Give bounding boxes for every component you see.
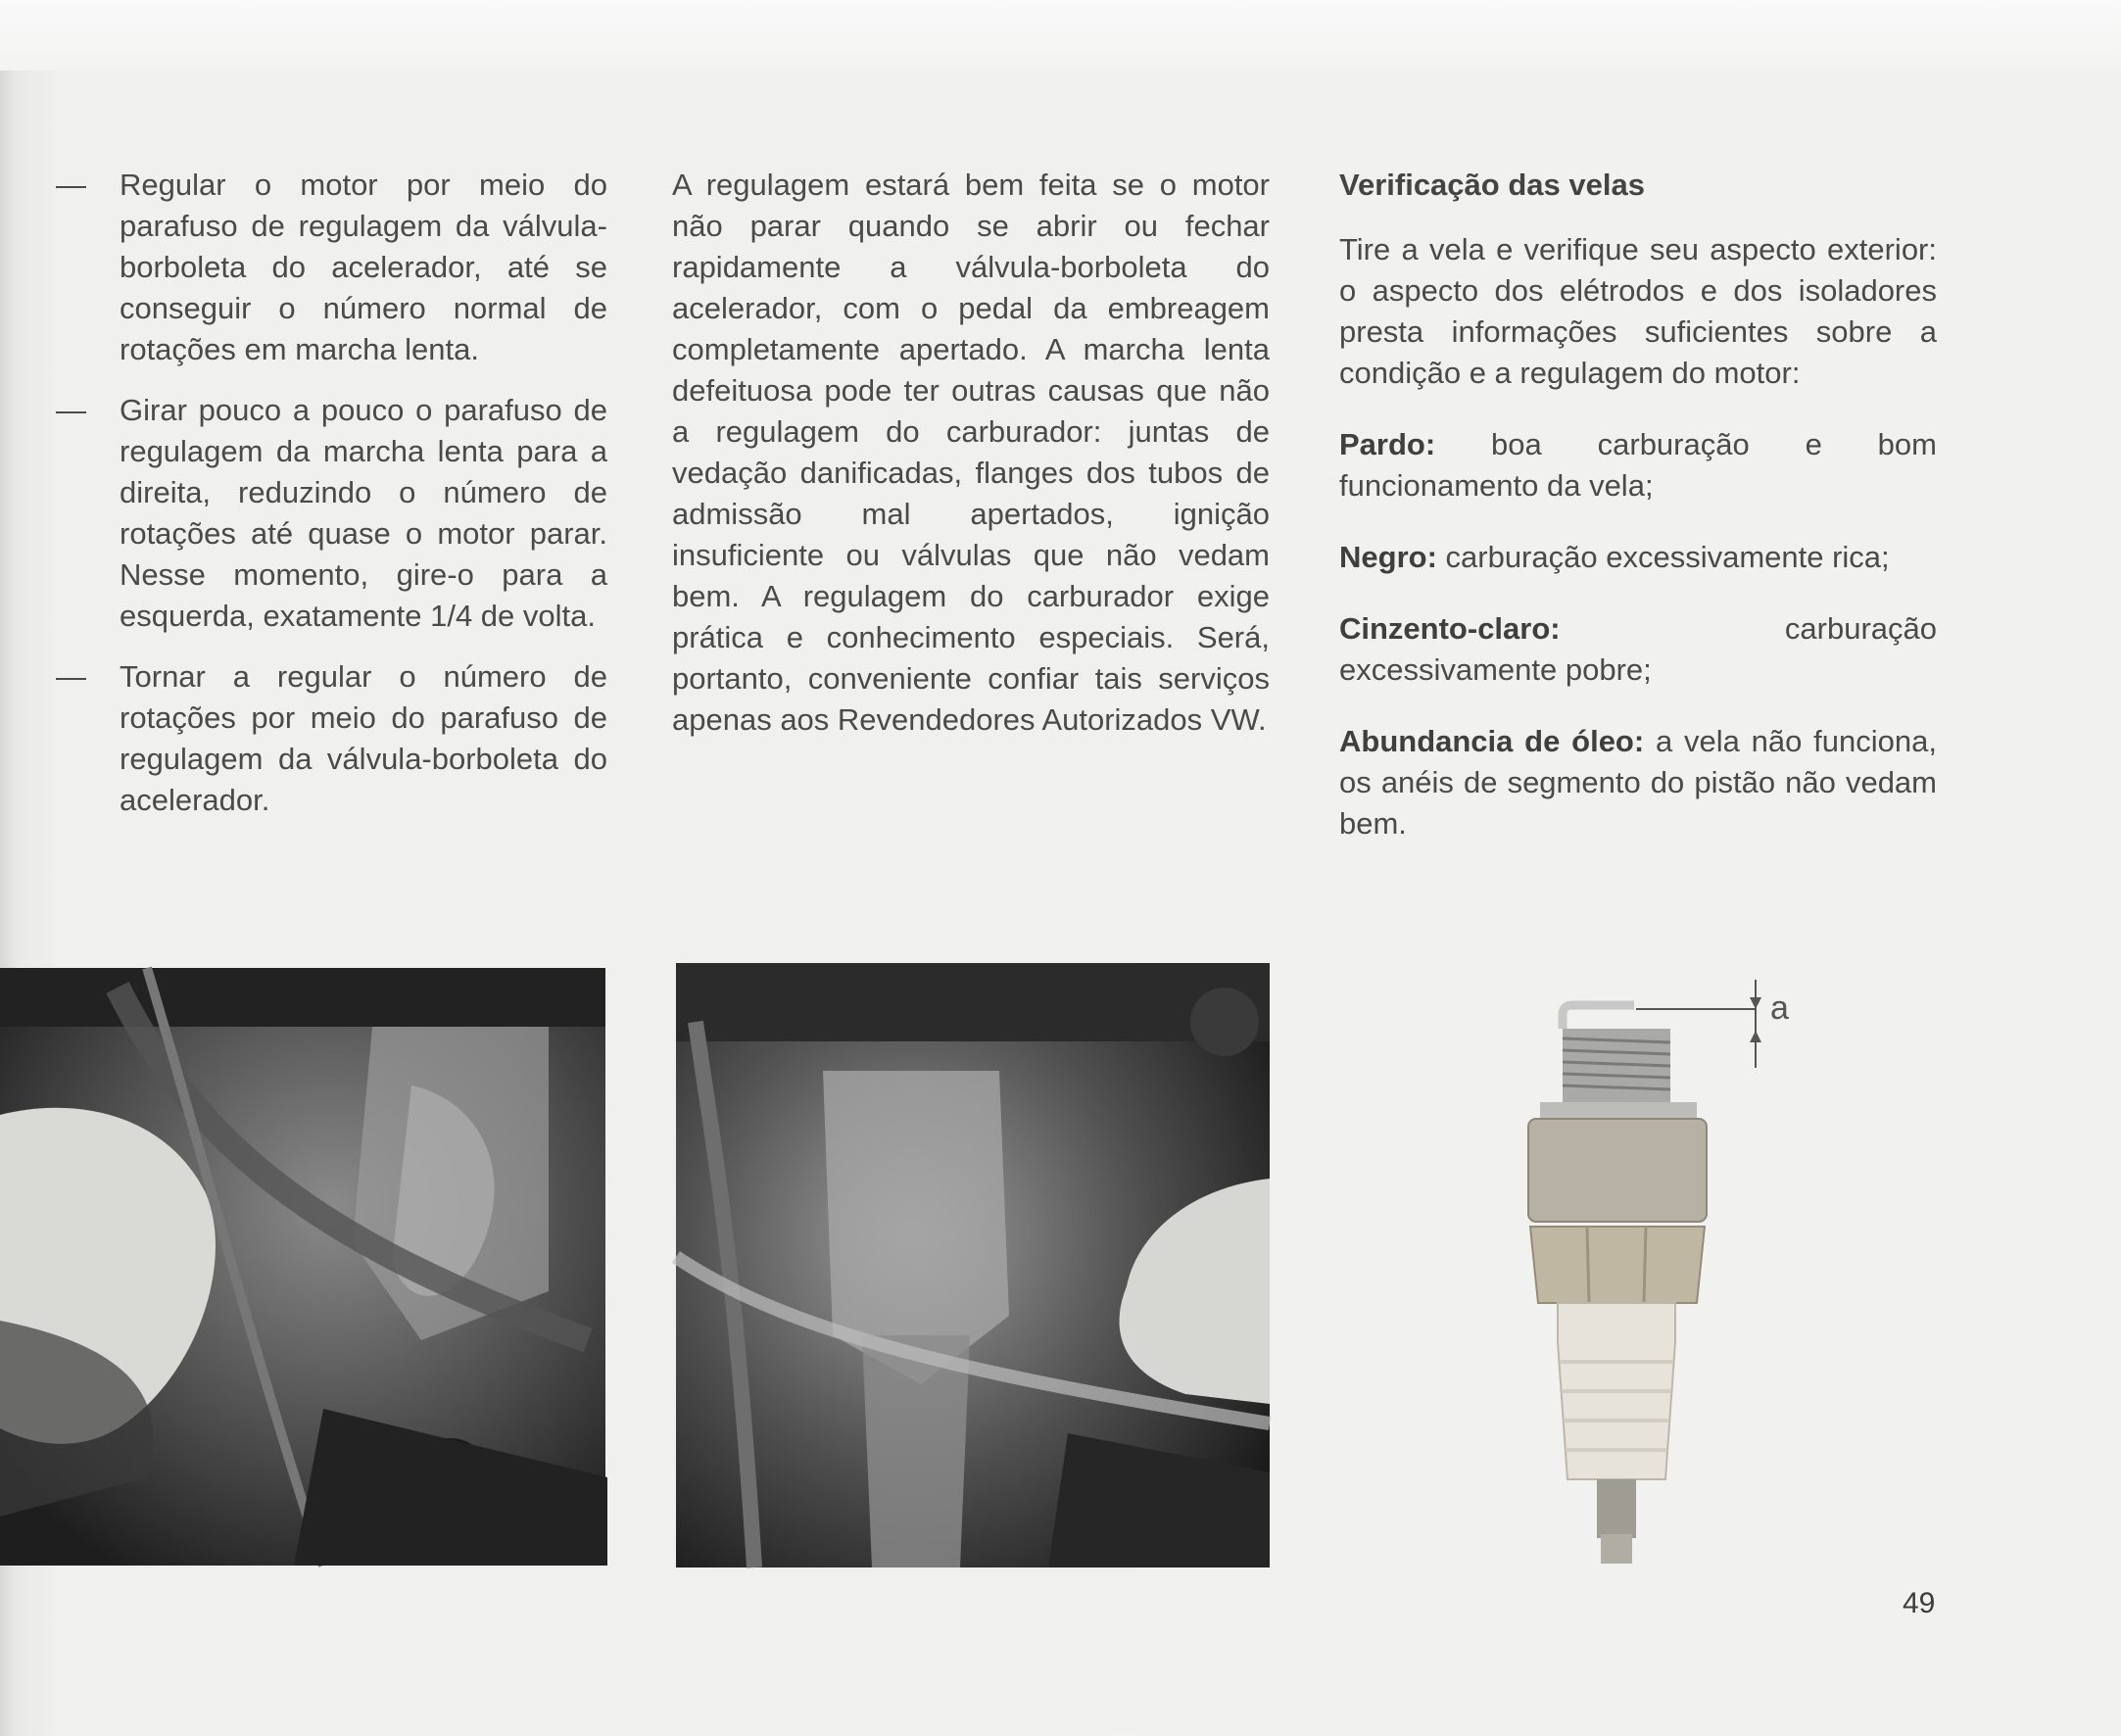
regulation-paragraph: A regulagem estará bem feita se o motor não parar quando se abrir ou fechar rapidamente a válvula-borboleta do acelerador, com o pedal da embreagem completamente apertado. A marcha lenta defeituosa pode ter outras causas que não a regulagem do carburador: juntas de vedação danificadas, flanges dos tubos de admissão mal apertados, ignição insuficiente ou válvulas que não vedam bem. A regulagem do carburador exige prática e conhecimento especiais. Será, portanto, conveniente confiar tais serviços apenas aos Revendedores Autorizados VW. bbox=[672, 168, 1270, 737]
definition-term: Cinzento-claro: bbox=[1339, 611, 1561, 646]
definition-text: boa carburação e bom funcionamento da vela; bbox=[1339, 427, 1937, 503]
step-text: Tornar a regular o número de rotações por meio do parafuso de regulagem da válvula-borboleta do acelerador. bbox=[120, 659, 607, 817]
step-text: Regular o motor por meio do parafuso de regulagem da válvula-borboleta do acelerador, até se conseguir o número normal de rotações em marcha lenta. bbox=[120, 168, 607, 366]
definition-item bbox=[1339, 537, 1937, 578]
definition-text: a vela não funciona, os anéis de segmento do pistão não vedam bem. bbox=[1339, 724, 1937, 841]
regulation-column bbox=[672, 165, 1270, 741]
steps-column bbox=[56, 165, 607, 841]
page-top-edge bbox=[0, 0, 2121, 71]
page-number: 49 bbox=[1903, 1587, 1936, 1619]
gap-arrow-bottom bbox=[1750, 1031, 1761, 1042]
section-heading: Verificação das velas bbox=[1339, 168, 1645, 202]
definition-item bbox=[1339, 608, 1937, 691]
definition-text: carburação excessivamente pobre; bbox=[1339, 611, 1937, 687]
carburetor-photo-right bbox=[676, 963, 1270, 1567]
step-dash: — bbox=[56, 168, 86, 202]
intro-paragraph: Tire a vela e verifique seu aspecto exterior: o aspecto dos elétrodos e dos isoladores presta informações suficientes sobre a condição e a regulagem do motor: bbox=[1339, 232, 1937, 390]
terminal bbox=[1597, 1479, 1636, 1538]
definition-text: carburação excessivamente rica; bbox=[1445, 540, 1890, 574]
step-2 bbox=[56, 165, 607, 370]
carburetor-photo-left-drawing bbox=[0, 968, 605, 1566]
step-4 bbox=[56, 656, 607, 821]
definition-term: Abundancia de óleo: bbox=[1339, 724, 1645, 758]
gap-label: a bbox=[1770, 989, 1789, 1027]
plug-body bbox=[1528, 1119, 1707, 1222]
step-text: Girar pouco a pouco o parafuso de regulagem da marcha lenta para a direita, reduzindo o número de rotações até quase o motor parar. Nesse momento, gire-o para a esquerda, exatamente 1/4 de volta. bbox=[120, 393, 607, 633]
definition-term: Pardo: bbox=[1339, 427, 1436, 461]
step-dash: — bbox=[56, 659, 86, 694]
gap-arrow-top bbox=[1750, 997, 1761, 1009]
carburetor-photo-left bbox=[0, 968, 605, 1566]
spark-plug-column bbox=[1339, 165, 1937, 868]
carburetor-photo-right-drawing bbox=[676, 963, 1270, 1567]
hex-nut bbox=[1530, 1227, 1705, 1303]
step-dash: — bbox=[56, 393, 86, 427]
spark-plug-diagram bbox=[1528, 970, 1789, 1577]
ground-electrode bbox=[1563, 1005, 1634, 1029]
definition-term: Negro: bbox=[1339, 540, 1437, 574]
definition-item bbox=[1339, 721, 1937, 844]
definition-item bbox=[1339, 424, 1937, 506]
terminal-tip bbox=[1601, 1534, 1632, 1564]
step-3 bbox=[56, 390, 607, 637]
